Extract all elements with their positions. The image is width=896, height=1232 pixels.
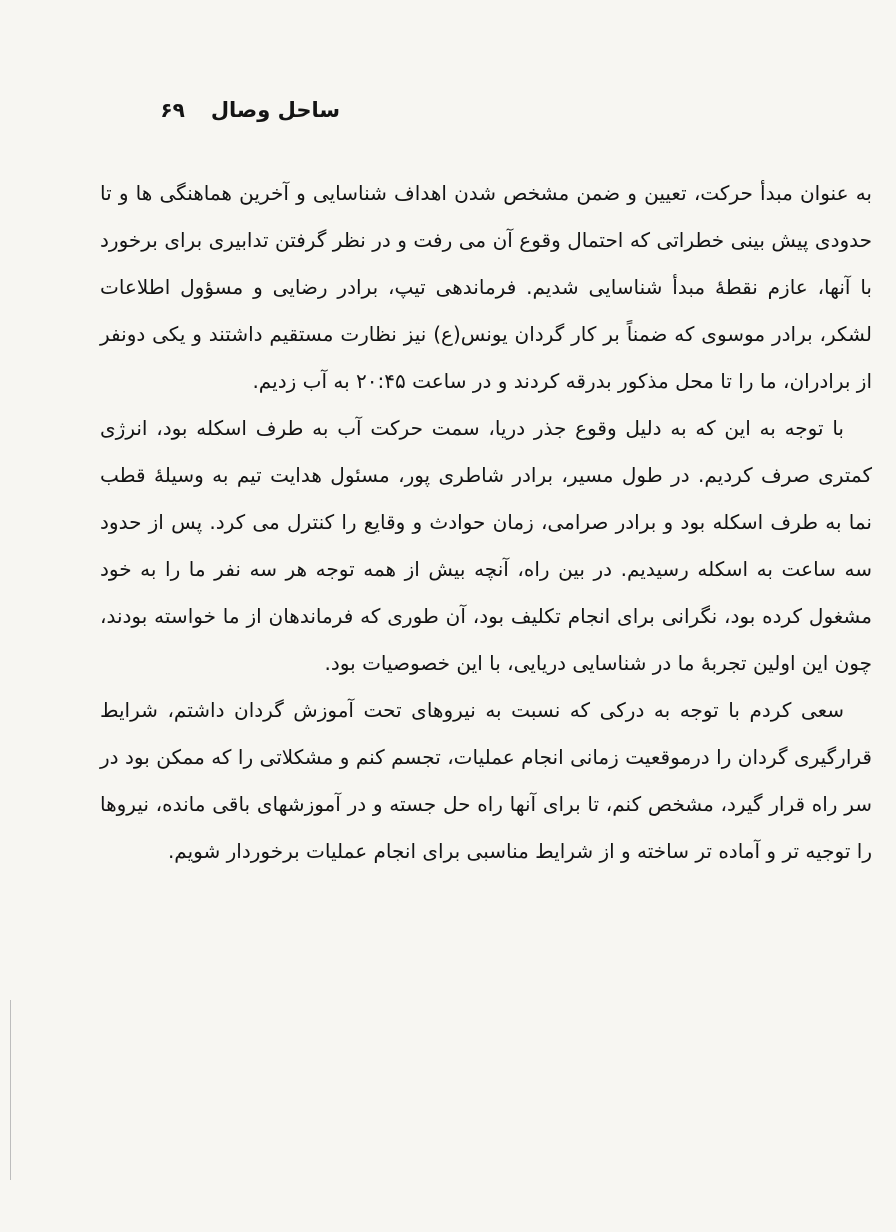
header-page-number: ۶۹ xyxy=(160,98,185,122)
body-text xyxy=(100,170,872,875)
running-header xyxy=(140,98,340,132)
paragraph-1: به عنوان مبدأ حرکت، تعیین و ضمن مشخص شدن اهداف شناسایی و آخرین هماهنگی ها و تا حدودی پیش بینی خطراتی که احتمال وقوع آن می رفت و در نظر گرفتن تدابیری برای برخورد با آنها، عازم نقطهٔ مبدأ شناسایی شدیم. فرماندهی تیپ، برادر رضایی و مسؤول اطلاعات لشکر، برادر موسوی که ضمناً بر کار گردان یونس(ع) نیز نظارت مستقیم داشتند و یکی دونفر از برادران، ما را تا محل مذکور بدرقه کردند و در ساعت ۲۰:۴۵ به آب زدیم. xyxy=(100,181,872,393)
scan-edge-line xyxy=(10,1000,11,1180)
paragraph-3: سعی کردم با توجه به درکی که نسبت به نیروهای تحت آموزش گردان داشتم، شرایط قرارگیری گردان را درموقعیت زمانی انجام عملیات، تجسم کنم و مشکلاتی را که ممکن بود در سر راه قرار گیرد، مشخص کنم، تا برای آنها راه حل جسته و در آموزشهای باقی مانده، نیروها را توجیه تر و آماده تر ساخته و از شرایط مناسبی برای انجام عملیات برخوردار شویم. xyxy=(100,698,872,863)
header-book-title: ساحل وصال xyxy=(210,98,340,122)
paragraph-2: با توجه به این که به دلیل وقوع جذر دریا، سمت حرکت آب به طرف اسکله بود، انرژی کمتری صرف کردیم. در طول مسیر، برادر شاطری پور، مسئول هدایت تیم به وسیلهٔ قطب نما به طرف اسکله بود و برادر صرامی، زمان حوادث و وقایع را کنترل می کرد. پس از حدود سه ساعت به اسکله رسیدیم. در بین راه، آنچه بیش از همه توجه هر سه نفر ما را به خود مشغول کرده بود، نگرانی برای انجام تکلیف بود، آن طوری که فرماندهان از ما خواسته بودند، چون این اولین تجربهٔ ما در شناسایی دریایی، با این خصوصیات بود. xyxy=(100,416,872,675)
